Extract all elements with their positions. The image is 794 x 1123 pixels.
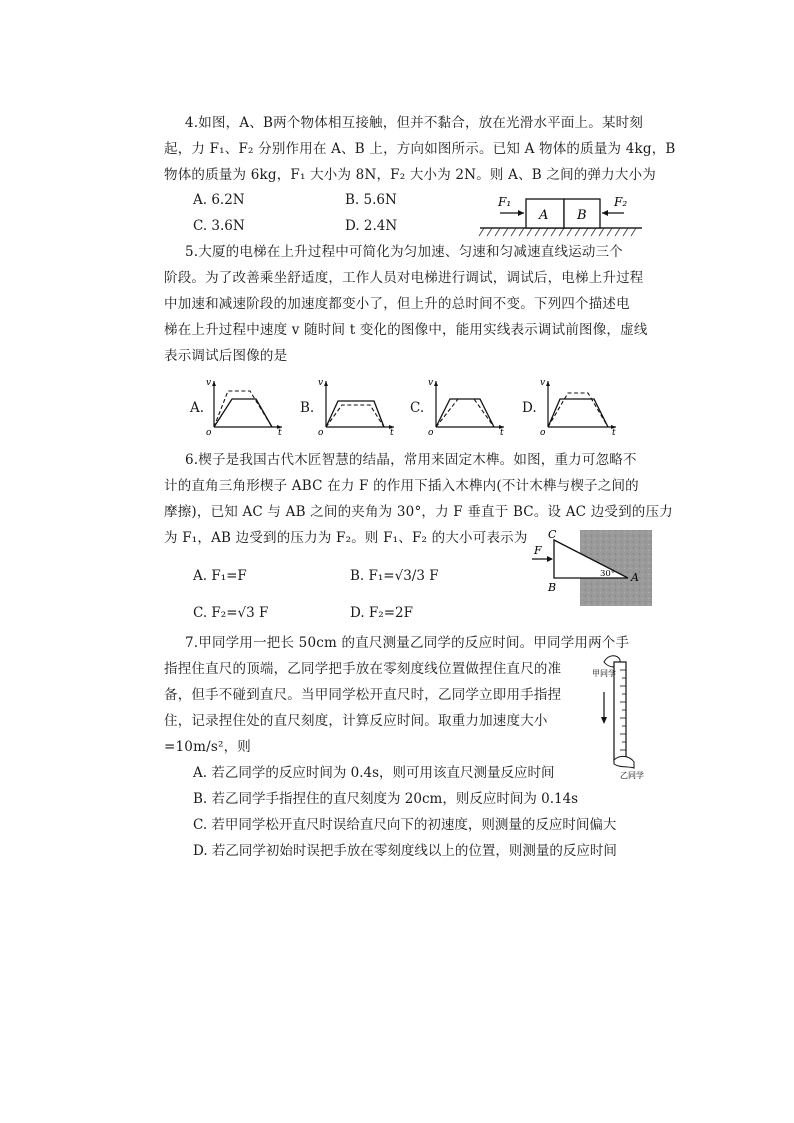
q7-ruler-figure — [590, 652, 652, 784]
q5-line-5: 表示调试后图像的是 — [164, 348, 288, 364]
jia-label: 甲同学 — [592, 669, 616, 678]
graph-c-o-label: o — [428, 428, 434, 437]
graph-d-v-label: v — [540, 378, 546, 388]
q7-option-c[interactable]: C. 若甲同学松开直尺时误给直尺向下的初速度，则测量的反应时间偏大 — [193, 817, 617, 833]
graph-a-o-label: o — [206, 428, 212, 437]
q7-line-4: 住，记录捏住处的直尺刻度，计算反应时间。取重力加速度大小 — [164, 713, 548, 729]
q5-graph-d — [540, 377, 620, 437]
q5-line-2: 阶段。为了改善乘坐舒适度，工作人员对电梯进行调试，调试后，电梯上升过程 — [164, 270, 644, 286]
wedge-c-label: C — [548, 528, 557, 541]
q4-option-a[interactable]: A. 6.2N — [193, 192, 245, 208]
q6-line-2: 计的直角三角形楔子 ABC 在力 F 的作用下插入木榫内(不计木榫与楔子之间的 — [164, 478, 639, 494]
q5-graph-b — [318, 377, 398, 437]
graph-d-o-label: o — [540, 428, 546, 437]
graph-a-v-label: v — [206, 378, 212, 388]
q6-line-3: 摩擦)，已知 AC 与 AB 之间的夹角为 30°，力 F 垂直于 BC。设 AC 边受到的压力 — [164, 504, 673, 520]
q7-line-1: 7.甲同学用一把长 50cm 的直尺测量乙同学的反应时间。甲同学用两个手 — [185, 635, 630, 651]
q6-option-c[interactable]: C. F₂=√3 F — [193, 605, 269, 621]
q5-option-c[interactable]: C. — [410, 400, 425, 416]
graph-c-v-label: v — [428, 378, 434, 388]
q7-line-5: =10m/s²，则 — [164, 739, 251, 755]
wedge-a-label: A — [631, 571, 639, 584]
q6-option-b[interactable]: B. F₁=√3/3 F — [350, 568, 439, 584]
q4-line-3: 物体的质量为 6kg，F₁ 大小为 8N，F₂ 大小为 2N。则 A、B 之间的弹力大小为 — [164, 167, 656, 183]
q6-option-a[interactable]: A. F₁=F — [193, 568, 247, 584]
q4-line-1: 4.如图，A、B两个物体相互接触，但并不黏合，放在光滑水平面上。某时刻 — [185, 115, 644, 131]
q4-option-b[interactable]: B. 5.6N — [345, 192, 397, 208]
graph-b-o-label: o — [318, 428, 324, 437]
graph-c-t-label: t — [500, 428, 504, 437]
graph-b-v-label: v — [318, 378, 324, 388]
q5-option-a[interactable]: A. — [190, 400, 205, 416]
q4-option-d[interactable]: D. 2.4N — [345, 218, 398, 234]
q5-option-d[interactable]: D. — [522, 400, 537, 416]
f2-label: F₂ — [614, 195, 628, 209]
q6-line-4: 为 F₁，AB 边受到的压力为 F₂。则 F₁、F₂ 的大小可表示为 — [164, 530, 528, 546]
f1-label: F₁ — [498, 195, 512, 209]
block-b-label: B — [577, 208, 587, 223]
wedge-angle-label: 30° — [600, 569, 616, 579]
graph-b-t-label: t — [390, 428, 394, 437]
q5-option-b[interactable]: B. — [300, 400, 315, 416]
q6-wedge-figure — [530, 528, 654, 608]
q5-line-4: 梯在上升过程中速度 v 随时间 t 变化的图像中，能用实线表示调试前图像，虚线 — [164, 322, 648, 338]
q5-line-3: 中加速和减速阶段的加速度都变小了，但上升的总时间不变。下列四个描述电 — [164, 296, 630, 312]
q7-line-2: 指捏住直尺的顶端，乙同学把手放在零刻度线位置做捏住直尺的准 — [164, 661, 562, 677]
wedge-f-label: F — [534, 544, 542, 557]
q5-graph-a — [206, 377, 286, 437]
graph-a-t-label: t — [278, 428, 282, 437]
q6-line-1: 6.楔子是我国古代木匠智慧的结晶，常用来固定木榫。如图，重力可忽略不 — [185, 452, 637, 468]
q7-option-d[interactable]: D. 若乙同学初始时误把手放在零刻度线以上的位置，则测量的反应时间 — [193, 843, 617, 859]
q4-line-2: 起，力 F₁、F₂ 分别作用在 A、B 上，方向如图所示。已知 A 物体的质量为 4kg，B — [164, 141, 676, 157]
yi-label: 乙同学 — [620, 771, 644, 780]
q5-graph-c — [428, 377, 508, 437]
q6-option-d[interactable]: D. F₂=2F — [350, 605, 413, 621]
wedge-b-label: B — [548, 581, 557, 594]
q4-blocks-figure — [478, 190, 646, 240]
graph-d-t-label: t — [612, 428, 616, 437]
q4-option-c[interactable]: C. 3.6N — [193, 218, 245, 234]
q7-line-3: 备，但手不碰到直尺。当甲同学松开直尺时，乙同学立即用手指捏 — [164, 687, 562, 703]
q5-line-1: 5.大厦的电梯在上升过程中可简化为匀加速、匀速和匀减速直线运动三个 — [185, 244, 623, 260]
q7-option-a[interactable]: A. 若乙同学的反应时间为 0.4s，则可用该直尺测量反应时间 — [193, 765, 555, 781]
q7-option-b[interactable]: B. 若乙同学手指捏住的直尺刻度为 20cm，则反应时间为 0.14s — [193, 791, 579, 807]
block-a-label: A — [539, 208, 549, 223]
